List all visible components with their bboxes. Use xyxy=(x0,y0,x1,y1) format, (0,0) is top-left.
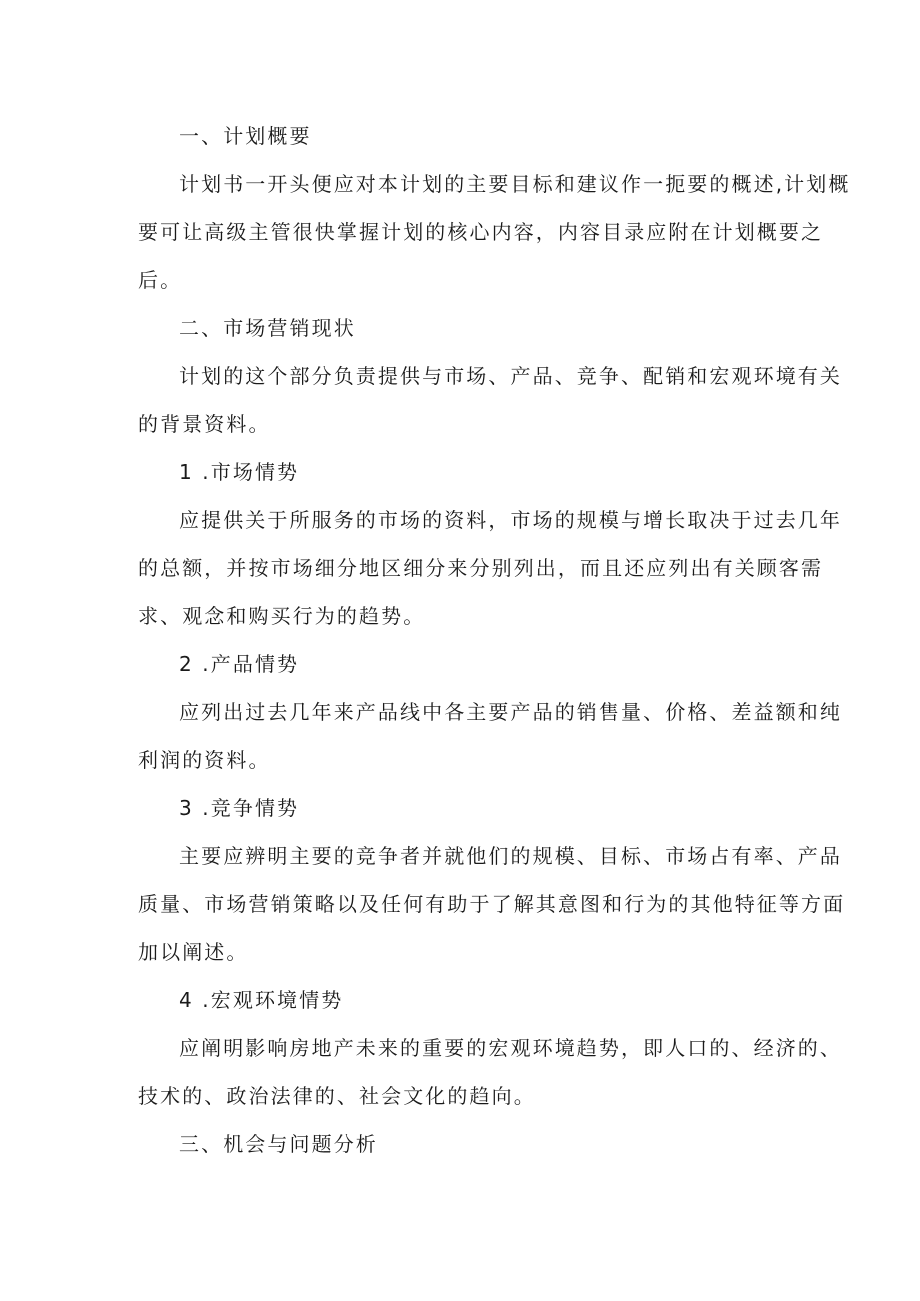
document-body xyxy=(138,112,851,1168)
paragraph-line: 应阐明影响房地产未来的重要的宏观环境趋势，即人口的、经济的、 xyxy=(179,1036,842,1060)
paragraph-line: 求、观念和购买行为的趋势。 xyxy=(138,604,426,628)
paragraph-line: 的总额，并按市场细分地区细分来分别列出，而且还应列出有关顾客需 xyxy=(138,556,824,580)
paragraph-line: 质量、市场营销策略以及任何有助于了解其意图和行为的其他特征等方面 xyxy=(138,892,846,916)
paragraph-line: 技术的、政治法律的、社会文化的趋向。 xyxy=(138,1084,536,1108)
paragraph-line: 应提供关于所服务的市场的资料，市场的规模与增长取决于过去几年 xyxy=(179,508,842,532)
subsection-heading: 4 .宏观环境情势 xyxy=(179,988,344,1012)
subsection-heading: 3 .竞争情势 xyxy=(179,796,300,820)
paragraph-line: 主要应辨明主要的竞争者并就他们的规模、目标、市场占有率、产品 xyxy=(179,844,842,868)
paragraph-line: 应列出过去几年来产品线中各主要产品的销售量、价格、差益额和纯 xyxy=(179,700,842,724)
paragraph-line: 的背景资料。 xyxy=(138,412,271,436)
subsection-heading: 1 .市场情势 xyxy=(179,460,300,484)
paragraph-line: 计划的这个部分负责提供与市场、产品、竞争、配销和宏观环境有关 xyxy=(179,364,842,388)
paragraph-line: 后。 xyxy=(138,268,183,292)
section-heading: 三、机会与问题分析 xyxy=(179,1132,378,1156)
paragraph-line: 加以阐述。 xyxy=(138,940,249,964)
section-heading: 一、计划概要 xyxy=(179,124,312,148)
section-heading: 二、市场营销现状 xyxy=(179,316,356,340)
subsection-heading: 2 .产品情势 xyxy=(179,652,300,676)
paragraph-line: 利润的资料。 xyxy=(138,748,271,772)
paragraph-line: 计划书一开头便应对本计划的主要目标和建议作一扼要的概述,计划概 xyxy=(179,172,851,196)
paragraph-line: 要可让高级主管很快掌握计划的核心内容，内容目录应附在计划概要之 xyxy=(138,220,824,244)
